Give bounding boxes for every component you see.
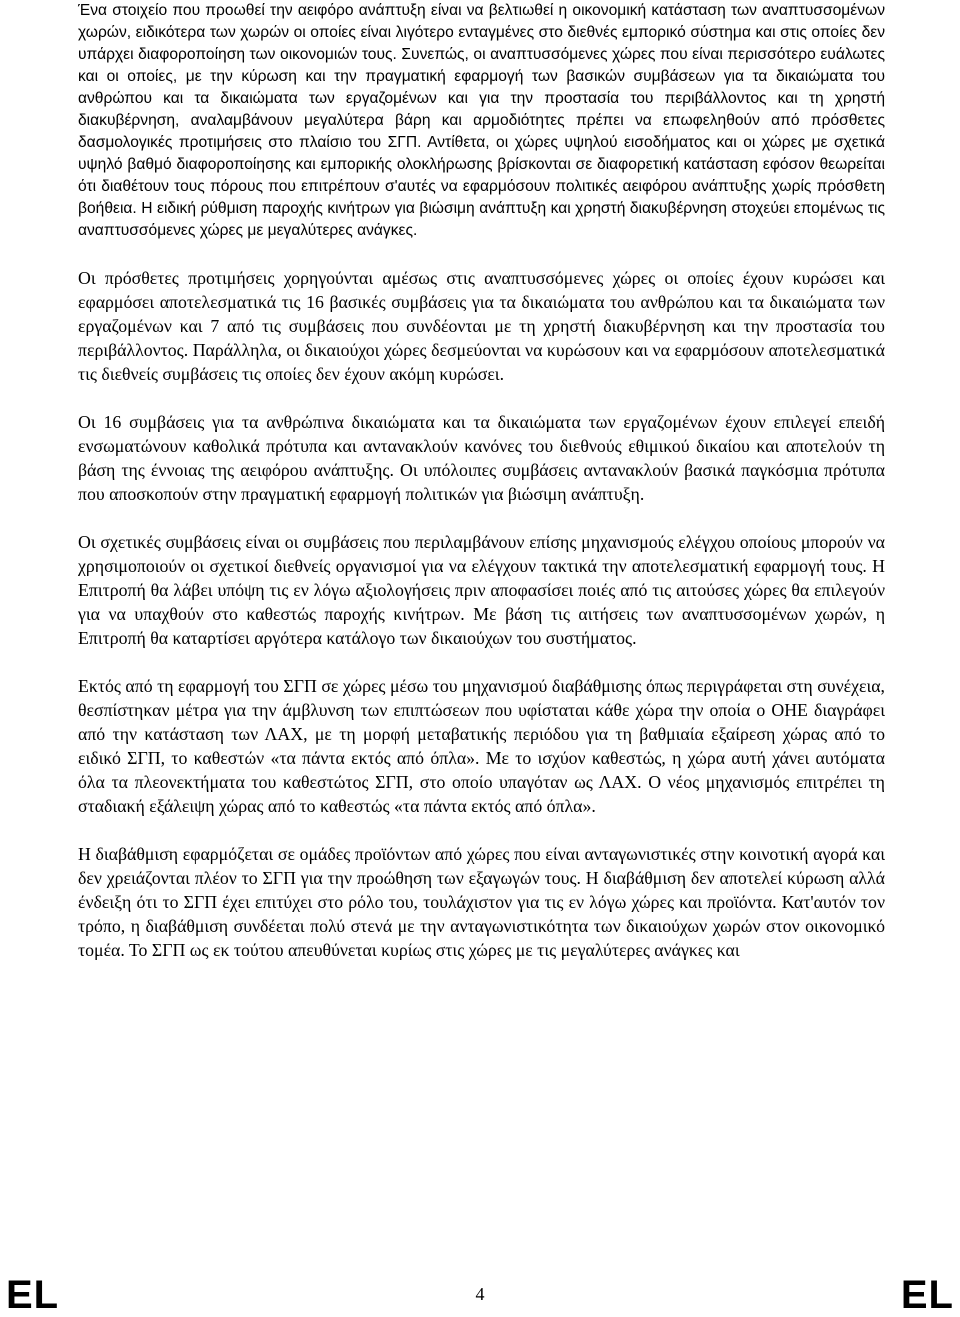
paragraph-5: Εκτός από τη εφαρμογή του ΣΓΠ σε χώρες μέσω του μηχανισμού διαβάθμισης όπως περιγράφεται στη συνέχεια, θεσπίστηκαν μέτρα για την άμβλυνση των επιπτώσεων που υφίσταται κάθε χώρα την οποία ο ΟΗΕ διαγράφει από την κατάσταση των ΛΑΧ, με τη μορφή μεταβατικής περιόδου για τη βαθμιαία εξαίρεση χώρας από το ειδικό ΣΓΠ, το καθεστών «τα πάντα εκτός από όπλα». Με το ισχύον καθεστώς, η χώρα αυτή χάνει αυτόματα όλα τα πλεονεκτήματα του καθεστώτος ΣΓΠ, στο οποίο υπαγόταν ως ΛΑΧ. Ο νέος μηχανισμός επιτρέπει τη σταδιακή εξάλειψη χώρας από το καθεστώς «τα πάντα εκτός από όπλα». [78, 676, 885, 816]
footer-language-code-right: EL [900, 1273, 954, 1317]
paragraph-1-rest: Αντίθετα, οι χώρες υψηλού εισοδήματος και οι χώρες με σχετικά υψηλό βαθμό διαφοροποίησης και εμπορικής ολοκλήρωσης βρίσκονται σε διαφορετική κατάσταση εφόσον θεωρείται ότι διαθέτουν τους πόρους που επιτρέπουν σ'αυτές να εφαρμόσουν πολιτικές αειφόρου ανάπτυξης χωρίς πρόσθετη βοήθεια. Η ειδική ρύθμιση παροχής κινήτρων για βιώσιμη ανάπτυξη και χρηστή διακυβέρνηση στοχεύει επομένως τις αναπτυσσόμενες χώρες με μεγαλύτερες ανάγκες. [78, 134, 885, 239]
footer-language-code-left: EL [6, 1273, 60, 1317]
paragraph-2: Οι πρόσθετες προτιμήσεις χορηγούνται αμέσως στις αναπτυσσόμενες χώρες οι οποίες έχουν κυρώσει και εφαρμόσει αποτελεσματικά τις 16 βασικές συμβάσεις για τα δικαιώματα του ανθρώπου και τα δικαιώματα των εργαζομένων και 7 από τις συμβάσεις που συνδέονται με τη χρηστή διακυβέρνηση και την προστασία του περιβάλλοντος. Παράλληλα, οι δικαιούχοι χώρες δεσμεύονται να κυρώσουν και να εφαρμόσουν αποτελεσματικά τις διεθνείς συμβάσεις τις οποίες δεν έχουν ακόμη κυρώσει. [78, 268, 885, 384]
paragraph-1 [78, 0, 885, 242]
paragraph-1-intro: Ένα στοιχείο που προωθεί την αειφόρο ανάπτυξη είναι να βελτιωθεί η οικονομική κατάσταση των αναπτυσσομένων χωρών, ειδικότερα των χωρών οι οποίες είναι λιγότερο ενταγμένες στο διεθνές εμπορικό σύστημα και στις οποίες δεν υπάρχει διαφοροποίηση των οικονομιών τους. Συνεπώς, οι αναπτυσσόμενες χώρες που είναι περισσότερο ευάλωτες και οι οποίες, με την κύρωση και την πραγματική εφαρμογή των βασικών συμβάσεων για τα δικαιώματα του ανθρώπου και τα δικαιώματα των εργαζομένων και για την προστασία του περιβάλλοντος και τη χρηστή διακυβέρνηση, αναλαμβάνουν μεγαλύτερα βάρη και αρμοδιότητες πρέπει να επωφεληθούν από πρόσθετες δασμολογικές προτιμήσεις στο πλαίσιο του ΣΓΠ. [78, 2, 885, 151]
paragraph-3: Οι 16 συμβάσεις για τα ανθρώπινα δικαιώματα και τα δικαιώματα των εργαζομένων έχουν επιλεγεί επειδή ενσωματώνουν καθολικά πρότυπα και αντανακλούν κανόνες του διεθνούς εθιμικού δικαίου και αποτελούν τη βάση της έννοιας της αειφόρου ανάπτυξης. Οι υπόλοιπες συμβάσεις αντανακλούν βασικά παγκόσμια πρότυπα που αποσκοπούν στην πραγματική εφαρμογή πολιτικών για βιώσιμη ανάπτυξη. [78, 412, 885, 504]
page-number: 4 [475, 1284, 485, 1304]
paragraph-6: Η διαβάθμιση εφαρμόζεται σε ομάδες προϊόντων από χώρες που είναι ανταγωνιστικές στην κοινοτική αγορά και δεν χρειάζονται πλέον το ΣΓΠ για την προώθηση των εξαγωγών τους. Η διαβάθμιση δεν αποτελεί κύρωση αλλά ένδειξη ότι το ΣΓΠ έχει επιτύχει στο ρόλο του, τουλάχιστον για τις εν λόγω χώρες και προϊόντα. Κατ'αυτόν τον τρόπο, η διαβάθμιση συνδέεται πολύ στενά με την ανταγωνιστικότητα των δικαιούχων χωρών στον οικονομικό τομέα. Το ΣΓΠ ως εκ τούτου απευθύνεται κυρίως στις χώρες με τις μεγαλύτερες ανάγκες και [78, 844, 885, 960]
document-body [78, 0, 885, 962]
paragraph-4: Οι σχετικές συμβάσεις είναι οι συμβάσεις που περιλαμβάνουν επίσης μηχανισμούς ελέγχου οποίους μπορούν να χρησιμοποιούν οι σχετικοί διεθνείς οργανισμοί για να ελέγχουν τακτικά την αποτελεσματική εφαρμογή τους. Η Επιτροπή θα λάβει υπόψη τις εν λόγω αξιολογήσεις πριν αποφασίσει ποιές από τις αιτούσες χώρες θα επιλεγούν για να υπαχθούν στο καθεστώς παροχής κινήτρων. Με βάση τις αιτήσεις των αναπτυσσομένων χωρών, η Επιτροπή θα καταρτίσει αργότερα κατάλογο των δικαιούχων του συστήματος. [78, 532, 885, 648]
